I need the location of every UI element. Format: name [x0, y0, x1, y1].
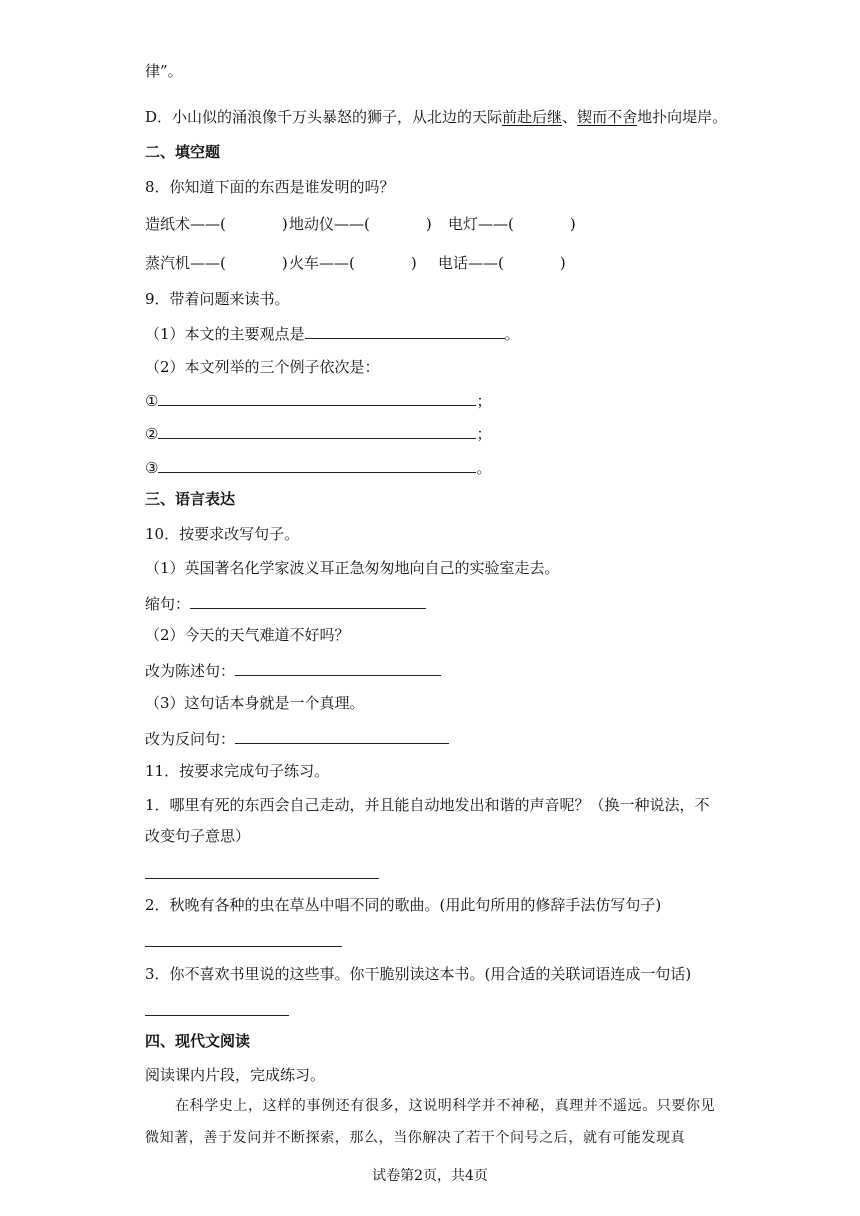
underlined-phrase-1: 前赴后继: [502, 108, 563, 126]
option-d-prefix: D．小山似的涌浪像千万头暴怒的狮子，从北边的天际: [145, 108, 503, 126]
q8-item-label: 电话——(: [438, 254, 504, 272]
q11-item-2: 2．秋晚有各种的虫在草丛中唱不同的歌曲。(用此句所用的修辞手法仿写句子): [145, 896, 662, 914]
q8-item-label: 火车——(: [289, 254, 355, 272]
q8-row-1: [145, 215, 745, 233]
q8-item-steam-engine: [145, 254, 288, 272]
q10-sentence-2: （2）今天的天气难道不好吗？: [145, 626, 350, 644]
q10-answer-2: [145, 661, 441, 680]
q8-item-paper: [145, 215, 288, 233]
option-d-suffix: 地扑向堤岸。: [637, 108, 728, 126]
page-footer: 试卷第2页，共4页: [372, 1168, 488, 1184]
q8-item-lightbulb: [448, 215, 576, 233]
q9-item-1: [145, 391, 491, 410]
q11-item-3: 3．你不喜欢书里说的这些事。你干脆别读这本书。(用合适的关联词语连成一句话): [145, 965, 692, 983]
q8-item-close: ): [410, 254, 417, 272]
q10-blank-1[interactable]: [190, 594, 426, 609]
q10-label-2: 改为陈述句：: [145, 662, 236, 680]
reading-passage: 在科学史上，这样的事例还有很多，这说明科学并不神秘，真理并不遥远。只要你见微知著，善于发问并不断探索，那么，当你解决了若干个问号之后，就有可能发现真: [145, 1098, 716, 1146]
q8-item-telephone: [438, 254, 566, 272]
q9-sub1-end: 。: [504, 325, 520, 343]
q11-answer-line-2[interactable]: [145, 946, 342, 947]
q10-sentence-1: （1）英国著名化学家波义耳正急匆匆地向自己的实验室走去。: [145, 559, 560, 577]
q7-tail: 律”。: [145, 62, 183, 80]
q9-item-3: [145, 458, 491, 477]
q9-sub1-blank[interactable]: [305, 324, 505, 339]
q7-option-d: [145, 108, 727, 126]
q9-item-blank[interactable]: [158, 391, 476, 406]
q11-answer-line-3[interactable]: [145, 1015, 289, 1016]
q10-blank-2[interactable]: [235, 661, 441, 676]
q8-item-close: ): [281, 254, 288, 272]
q8-item-close: ): [569, 215, 576, 233]
q11-answer-line-1[interactable]: [145, 878, 379, 879]
q10-blank-3[interactable]: [235, 729, 449, 744]
q8-item-label: 地动仪——(: [289, 215, 370, 233]
q9-item-mark: ②: [145, 425, 159, 443]
section-heading-fill-blank: 二、填空题: [145, 143, 221, 161]
q9-item-end: 。: [476, 459, 492, 477]
q10-answer-3: [145, 729, 449, 748]
q9-sub1: [145, 324, 520, 343]
option-d-separator: 、: [562, 108, 578, 126]
q9-stem: 9．带着问题来读书。: [145, 290, 290, 308]
q9-item-end: ；: [476, 392, 492, 410]
q10-label-1: 缩句：: [145, 595, 191, 613]
q8-item-close: ): [559, 254, 566, 272]
q8-item-seismoscope: [289, 215, 432, 233]
q10-stem: 10．按要求改写句子。: [145, 525, 300, 543]
q10-sentence-3: （3）这句话本身就是一个真理。: [145, 694, 365, 712]
q8-item-label: 电灯——(: [448, 215, 514, 233]
reading-intro: 阅读课内片段，完成练习。: [145, 1066, 326, 1084]
q9-item-end: ；: [476, 425, 492, 443]
q8-item-label: 蒸汽机——(: [145, 254, 226, 272]
q10-label-3: 改为反问句：: [145, 730, 236, 748]
q9-sub1-text: （1）本文的主要观点是: [145, 325, 305, 343]
q9-sub2: （2）本文列举的三个例子依次是：: [145, 358, 380, 376]
q11-item-1-line-2: 改变句子意思）: [145, 827, 251, 845]
q9-item-2: [145, 424, 491, 443]
q11-stem: 11．按要求完成句子练习。: [145, 762, 330, 780]
section-heading-language: 三、语言表达: [145, 490, 236, 508]
section-heading-reading: 四、现代文阅读: [145, 1032, 251, 1050]
q8-stem: 8．你知道下面的东西是谁发明的吗？: [145, 178, 395, 196]
q9-item-mark: ①: [145, 392, 159, 410]
q8-row-2: [145, 254, 745, 272]
q8-item-train: [289, 254, 417, 272]
q11-item-1-line-1: 1．哪里有死的东西会自己走动，并且能自动地发出和谐的声音呢？（换一种说法，不: [145, 796, 710, 814]
q8-item-close: ): [281, 215, 288, 233]
underlined-phrase-2: 锲而不舍: [577, 108, 638, 126]
q9-item-mark: ③: [145, 459, 159, 477]
q8-item-label: 造纸术——(: [145, 215, 226, 233]
q9-item-blank[interactable]: [158, 458, 476, 473]
q9-item-blank[interactable]: [158, 424, 476, 439]
q10-answer-1: [145, 594, 426, 613]
q8-item-close: ): [425, 215, 432, 233]
